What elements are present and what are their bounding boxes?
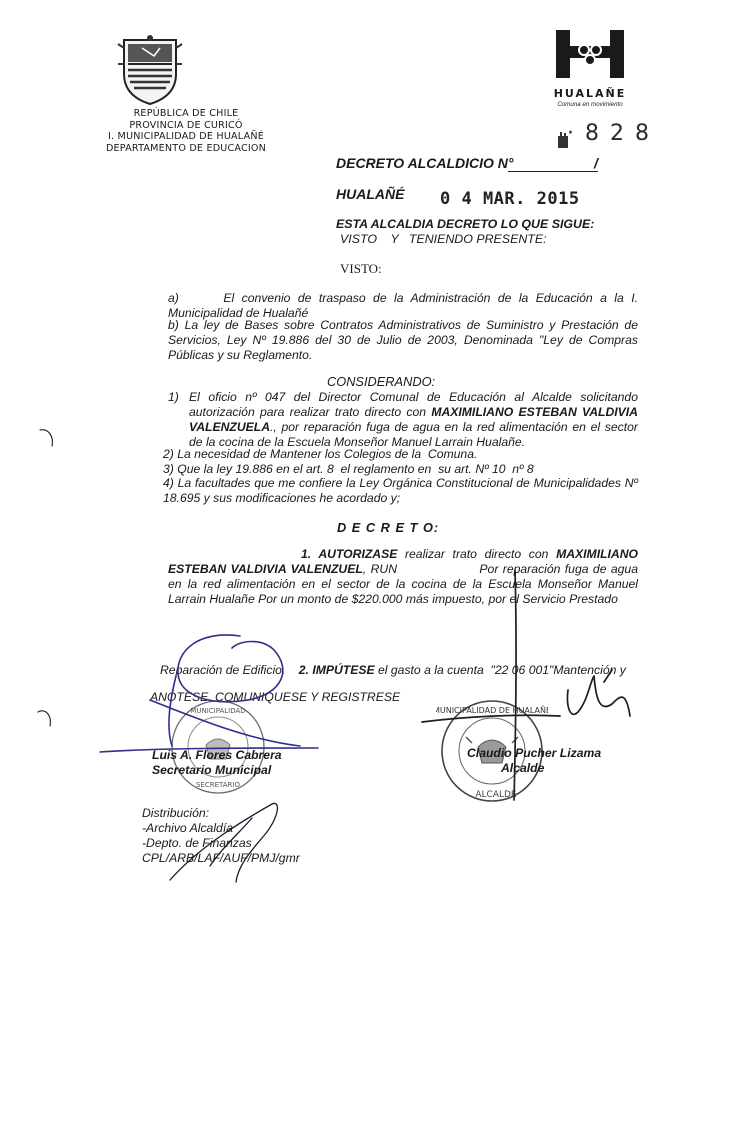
logo-tagline: Comuna en movimiento xyxy=(557,101,623,108)
considerando-item-4: 4) La facultades que me confiere la Ley Orgánica Constitucional de Municipalidades Nº 18.695 y sus modificaciones he acordado y; xyxy=(163,476,638,505)
decree-slash: / xyxy=(594,155,598,171)
visto-item-a: a) El convenio de traspaso de la Administración de la Educación a la I. Municipalidad de Hualañé xyxy=(168,291,642,320)
decreto-item-2-label: 2. IMPÚTESE xyxy=(298,663,375,677)
visto-heading: VISTO: xyxy=(340,261,382,276)
decree-intro-2: VISTO Y TENIENDO PRESENTE: xyxy=(340,232,547,246)
svg-text:MUNICIPALIDAD: MUNICIPALIDAD xyxy=(190,707,246,715)
header-left xyxy=(96,108,276,154)
header-line-department: DEPARTAMENTO DE EDUCACION xyxy=(105,142,267,154)
decree-number-line xyxy=(508,171,598,172)
decree-title: DECRETO ALCALDICIO N° xyxy=(336,155,514,171)
decreto-item-1-b: , RUN xyxy=(362,562,397,576)
considerando-item-1 xyxy=(189,390,638,450)
contractor-name: MAXIMILIANO ESTEBAN VALDIVIA VALENZUELA xyxy=(189,405,638,434)
logo-name: HUALAÑE xyxy=(553,87,627,100)
decreto-item-1-label: 1. AUTORIZASE xyxy=(301,547,398,561)
coat-of-arms-icon xyxy=(114,34,186,106)
hualane-logo-icon xyxy=(552,28,628,80)
header-line-municipality: I. MUNICIPALIDAD DE HUALAÑÉ xyxy=(108,131,264,142)
header-line-republic: REPÚBLICA DE CHILE xyxy=(133,108,239,119)
distribution-line-2: -Depto. de Finanzas xyxy=(142,836,252,850)
considerando-item-1-pre: El oficio nº 047 del Director Comunal de Educación al Alcalde solicitando autorización para realizar trato directo con xyxy=(189,390,638,419)
margin-mark-icon xyxy=(38,430,52,726)
considerando-heading: CONSIDERANDO: xyxy=(327,374,436,389)
decree-place: HUALAÑÉ xyxy=(336,186,405,202)
decree-intro-1: ESTA ALCALDIA DECRETO LO QUE SIGUE: xyxy=(336,217,595,231)
decreto-heading: D E C R E T O: xyxy=(337,520,440,535)
distribution-line-3: CPL/ARB/LAF/AUF/PMJ/gmr xyxy=(142,851,300,865)
closing-line: ANÓTESE, COMUNIQUESE Y REGISTRESE xyxy=(150,690,401,704)
decreto-item-1-c: Por reparación fuga de agua en la red alimentación en el sector de la cocina de la Escuela Monseñor Manuel Larrain Hualañe Por un monto de $220.000 más impuesto, por el Servicio Prestado xyxy=(168,562,638,606)
secretary-seal-icon xyxy=(168,697,268,797)
run-redacted xyxy=(397,563,475,573)
secretary-seal xyxy=(168,697,268,797)
considerando-item-2: 2) La necesidad de Mantener los Colegios de la Comuna. xyxy=(163,447,478,461)
secretary-title: Secretario Municipal xyxy=(152,763,272,777)
decreto-item-1-a: realizar trato directo con xyxy=(397,547,557,561)
decreto-item-2-b: Reparación de Edificio. xyxy=(160,663,286,677)
distribution-line-1: -Archivo Alcaldía xyxy=(142,821,233,835)
svg-text:ALCALDE: ALCALDE xyxy=(475,790,517,800)
secretary-name: Luis A. Flores Cabrera xyxy=(152,748,282,762)
considerando-item-3: 3) Que la ley 19.886 en el art. 8 el reglamento en su art. Nº 10 nº 8 xyxy=(163,462,534,476)
decreto-item-2-a: el gasto a la cuenta "22 06 001"Mantención y xyxy=(374,663,626,677)
considerando-item-1-post: ., por reparación fuga de agua en la red alimentación en el sector de la cocina de la Escuela Monseñor Manuel Larrain Hualañe. xyxy=(189,420,638,449)
decreto-contractor-name: MAXIMILIANO ESTEBAN VALDIVIA VALENZUEL xyxy=(168,547,638,576)
hualane-logo xyxy=(552,28,632,108)
distribution-heading: Distribución: xyxy=(142,806,210,820)
decreto-item-1 xyxy=(168,547,638,607)
handwritten-decree-number: · 8 2 8 xyxy=(567,121,651,146)
header-line-province: PROVINCIA DE CURICÓ xyxy=(129,119,243,131)
visto-item-b: b) La ley de Bases sobre Contratos Administrativos de Suministro y Prestación de Servicios, Ley Nº 19.886 del 30 de Julio de 2003, Denominada "Ley de Compras Públicas y su Reglamento. xyxy=(168,318,638,362)
svg-text:SECRETARIO: SECRETARIO xyxy=(196,781,240,789)
svg-text:MUNICIPALIDAD DE HUALAÑE: MUNICIPALIDAD DE HUALAÑE xyxy=(436,706,548,715)
coat-of-arms xyxy=(114,34,186,106)
considerando-item-1-num: 1) xyxy=(168,390,179,404)
mayor-title: Alcalde xyxy=(501,761,545,775)
decreto-item-2 xyxy=(292,648,626,678)
mayor-name: Claudio Pucher Lizama xyxy=(467,746,602,760)
date-stamp: 0 4 MAR. 2015 xyxy=(440,189,580,209)
